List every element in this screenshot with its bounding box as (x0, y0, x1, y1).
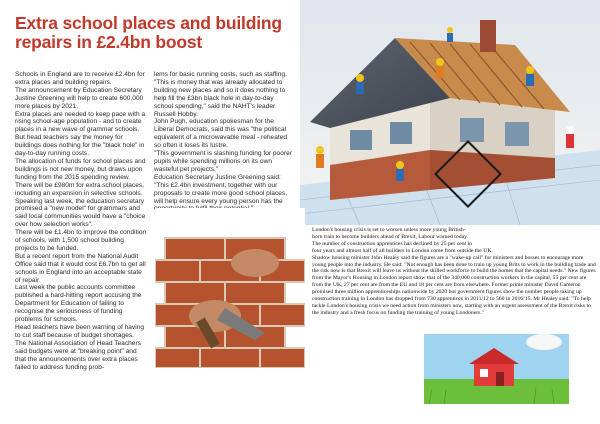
col1-paragraph: Schools in England are to receive £2.4bn for extra places and building repairs. (15, 71, 145, 86)
col2-paragraph: John Pugh, education spokesman for the Liberal Democrats, said this was "the political equivalent of a microwavable meal - reheated so often it loses its lustre. (154, 118, 288, 150)
red-house-photo (424, 334, 569, 404)
house-construction-photo (300, 0, 600, 225)
col2-paragraph: Education Secretary Justine Greening said: "This £2.4bn investment, together with our proposals to create more good school places, will help ensure every young person has the (154, 173, 288, 205)
col1-paragraph: Last week the public accounts committee published a hard-hitting report accusing the Department for Education of failing to recognise the seriousness of funding problems for schools. (15, 284, 142, 324)
col1-paragraph: The National Association of Head Teachers said budgets were at "breaking point" and that the announcements over extra places failed to address funding prob- (15, 339, 141, 371)
article-column-3 (312, 227, 596, 317)
col1-paragraph: Head teachers have been warning of having to cut staff because of budget shortages. (15, 324, 145, 339)
col1-paragraph: There will be £980m for extra school places, including an expansion in selective schools. (15, 181, 145, 197)
col3-paragraph: born train to become builders ahead of Brexit, Labour warned today. (312, 233, 468, 240)
article-column-1 (15, 71, 147, 371)
bricklaying-hands-photo (155, 208, 305, 368)
col1-paragraph: There will be £1.4bn to improve the condition of schools, with 1,500 school building projects to be funded. (15, 229, 147, 252)
col3-paragraph: London's housing crisis is set to worsen unless more young British- (312, 227, 466, 233)
article-title: Extra school places and building repairs in £2.4bn boost (15, 13, 282, 52)
col3-paragraph: Shadow housing minister John Healey said the figures are a "wake-up call" for ministers and bosses to encourage more young people into the industry. He said: "Not enough has been done to train up young Brits to work in the building trade and the risk now is that Brexit will leave us without the skilled workforce to build the homes that the capital needs." New figures from the Mayor's Housing in London report show that of the 340,000 construction workers in the capital, 55 per cent are from the UK, 27 per cent are from the EU and 18 per cent are from elsewhere. Former prime minister David Cameron promised three million apprenticeships nationwide by 2020 but government figures show the number people taking up construction training in London has dropped from 730 apprentices in 2011/12 to 560 in 2016/15. Mr Healey said: "To help tackle London's housing crisis we need action from ministers now, starting with an urgent assessment of the Brexit risks to the industry and a fresh focus on funding the training of young Londoners." (312, 254, 596, 316)
col2-paragraph: "This is money that was already allocated to building new places and so it does nothing to help fill the £3bn black hole in day-to-day school spending," said the NAHT's leader Russell Hobby. (154, 78, 286, 118)
article-column-2 (154, 71, 294, 213)
col1-paragraph: The announcement by Education Secretary Justine Greening will help to create 600,000 more places by 2021. (15, 86, 144, 110)
col1-paragraph: But head teachers say the money for buildings does nothing for the "black hole" in day-to-day running costs. (15, 134, 145, 158)
col3-paragraph: four years and almost half of all builders in London come from outside the UK. (312, 247, 493, 254)
col3-paragraph: The number of construction apprentices has declined by 25 per cent in (312, 240, 472, 247)
col1-paragraph: But a recent report from the National Audit Office said that it would cost £6.7bn to get all schools in England into an acceptable state of repair. (15, 252, 146, 284)
col1-paragraph: Extra places are needed to keep pace with a rising school-age population - and to create places in a new wave of grammar schools. (15, 110, 146, 134)
col1-paragraph: The allocation of funds for school places and buildings is not new money, but draws upon funding from the 2015 spending review. (15, 157, 146, 181)
col2-paragraph: "This government is slashing funding for poorer pupils while spending millions on its own wasteful pet projects." (154, 150, 292, 173)
col1-paragraph: Speaking last week, the education secretary promised a "new model" for grammars and said local communities would have a "choice over how selection works". (15, 197, 146, 229)
col2-paragraph: lems for basic running costs, such as staffing. (154, 71, 287, 78)
